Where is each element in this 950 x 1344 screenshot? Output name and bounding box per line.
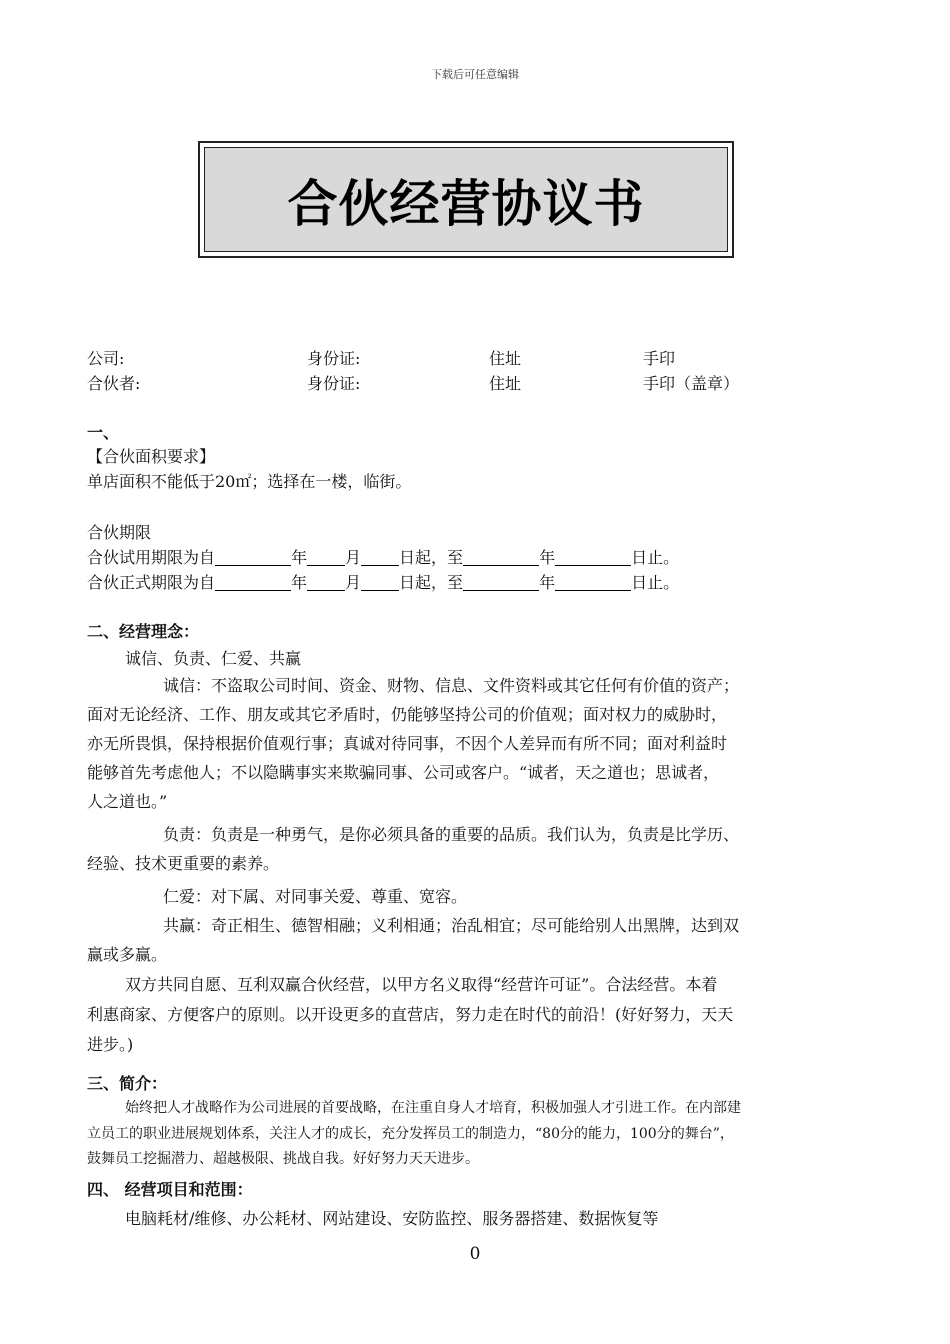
title-box — [198, 141, 734, 258]
formal-start-suffix: 日起，至 — [399, 573, 464, 592]
trial-end-suffix: 日止。 — [631, 548, 680, 567]
integrity-line: 诚信：不盗取公司时间、资金、财物、信息、文件资料或其它任何有价值的资产； — [163, 676, 740, 695]
section2-heading: 二、经营理念： — [87, 622, 200, 641]
formal-end-year-label: 年 — [539, 573, 556, 592]
formal-end-suffix: 日止。 — [631, 573, 680, 592]
period-title: 合伙期限 — [87, 523, 152, 542]
header-note: 下载后可任意编辑 — [431, 68, 519, 81]
integrity-line: 亦无所畏惧，保持根据价值观行事；真诚对待同事，不因个人差异而有所不同；面对利益时 — [87, 734, 728, 753]
win-win-paragraph — [87, 911, 867, 969]
closing-line: 进步。) — [87, 1035, 134, 1054]
page-number: 0 — [469, 1244, 481, 1264]
closing-paragraph — [87, 970, 867, 1060]
trial-start-day-blank[interactable] — [361, 549, 399, 566]
closing-line: 利惠商家、方便客户的原则。以开设更多的直营店，努力走在时代的前沿！(好好努力，天天 — [87, 1005, 734, 1024]
document-title: 合伙经营协议书 — [287, 174, 645, 233]
trial-month-label: 月 — [345, 548, 362, 567]
section1-heading: 一、 — [87, 423, 120, 442]
area-requirement-title: 【合伙面积要求】 — [87, 447, 216, 466]
benevolence-paragraph — [87, 882, 867, 911]
section4-heading: 四、 经营项目和范围： — [87, 1180, 253, 1199]
section3-heading: 三、简介： — [87, 1074, 168, 1093]
formal-period-line — [87, 570, 679, 593]
closing-line: 双方共同自愿、互利双赢合伙经营，以甲方名义取得“经营许可证”。合法经营。本着 — [125, 975, 718, 994]
responsibility-line: 经验、技术更重要的素养。 — [87, 854, 280, 873]
intro-line: 始终把人才战略作为公司进展的首要战略，在注重自身人才培育，积极加强人才引进工作。在内部建 — [125, 1100, 741, 1116]
company-id-label: 身份证: — [307, 349, 361, 368]
responsibility-paragraph — [87, 820, 867, 878]
formal-year-label: 年 — [291, 573, 308, 592]
trial-end-day-blank[interactable] — [555, 549, 631, 566]
title-panel — [204, 147, 728, 252]
formal-prefix: 合伙正式期限为自 — [87, 573, 216, 592]
partner-label: 合伙者: — [87, 374, 141, 393]
integrity-line: 能够首先考虑他人；不以隐瞒事实来欺骗同事、公司或客户。“诚者，天之道也；思诚者， — [87, 763, 720, 782]
company-label: 公司: — [87, 349, 125, 368]
trial-period-line — [87, 545, 679, 568]
formal-end-year-blank[interactable] — [463, 574, 539, 591]
formal-end-day-blank[interactable] — [555, 574, 631, 591]
business-scope-text: 电脑耗材/维修、办公耗材、网站建设、安防监控、服务器搭建、数据恢复等 — [125, 1209, 659, 1228]
intro-paragraph — [87, 1096, 873, 1173]
partner-address-label: 住址 — [489, 374, 522, 393]
area-requirement-text: 单店面积不能低于20㎡；选择在一楼，临街。 — [87, 472, 412, 491]
integrity-paragraph — [87, 671, 867, 816]
trial-end-year-blank[interactable] — [463, 549, 539, 566]
integrity-line: 人之道也。” — [87, 792, 168, 811]
partner-seal-label: 手印（盖章） — [643, 374, 740, 393]
company-address-label: 住址 — [489, 349, 522, 368]
formal-start-year-blank[interactable] — [215, 574, 291, 591]
win-win-line: 共赢：奇正相生、德智相融；义利相通；治乱相宜；尽可能给别人出黑牌，达到双 — [163, 916, 740, 935]
formal-start-month-blank[interactable] — [307, 574, 345, 591]
win-win-line: 赢或多赢。 — [87, 945, 168, 964]
partner-id-label: 身份证: — [307, 374, 361, 393]
benevolence-line: 仁爱：对下属、对同事关爱、尊重、宽容。 — [163, 887, 468, 906]
trial-start-month-blank[interactable] — [307, 549, 345, 566]
intro-line: 鼓舞员工挖掘潜力、超越极限、挑战自我。好好努力天天进步。 — [87, 1151, 479, 1167]
responsibility-line: 负责：负责是一种勇气，是你必须具备的重要的品质。我们认为，负责是比学历、 — [163, 825, 740, 844]
trial-end-year-label: 年 — [539, 548, 556, 567]
trial-prefix: 合伙试用期限为自 — [87, 548, 216, 567]
integrity-line: 面对无论经济、工作、朋友或其它矛盾时，仍能够坚持公司的价值观；面对权力的威胁时， — [87, 705, 728, 724]
values-line: 诚信、负责、仁爱、共赢 — [125, 649, 302, 668]
company-seal-label: 手印 — [643, 349, 676, 368]
formal-month-label: 月 — [345, 573, 362, 592]
trial-start-suffix: 日起，至 — [399, 548, 464, 567]
formal-start-day-blank[interactable] — [361, 574, 399, 591]
trial-year-label: 年 — [291, 548, 308, 567]
intro-line: 立员工的职业进展规划体系，关注人才的成长，充分发挥员工的制造力，“80分的能力，100分的舞台”， — [87, 1125, 734, 1142]
trial-start-year-blank[interactable] — [215, 549, 291, 566]
